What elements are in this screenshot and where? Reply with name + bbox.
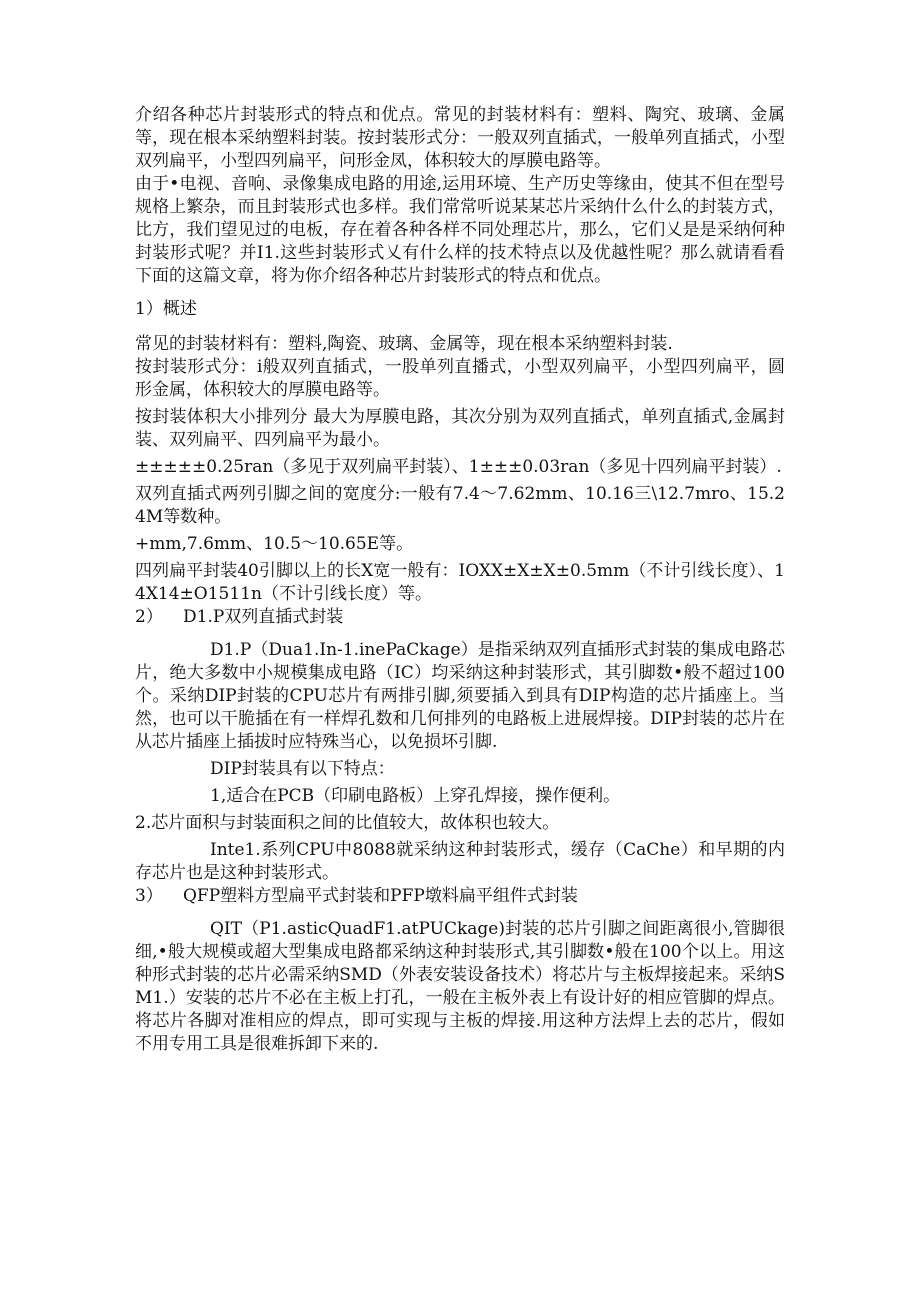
dip-example: Inte1.系列CPU中8088就采纳这种封装形式，缓存（CaChe）和早期的内存芯片也是这种封装形式。 xyxy=(135,840,785,883)
overview-dip-width: 双列直插式两列引脚之间的宽度分:一般有7.4～7.62mm、10.16三\12.7mro、15.24M等数种。 xyxy=(135,484,785,527)
dip-description: D1.P（Dua1.In-1.inePaCkage）是指采纳双列直插形式封装的集成电路芯片，绝大多数中小规模集成电路（IC）均采纳这种封装形式，其引脚数•般不超过100个。采纳DIP封装的CPU芯片有两排引脚,须要插入到具有DIP构造的芯片插座上。当然，也可以干脆插在有一样焊孔数和几何排列的电路板上进展焊接。DIP封装的芯片在从芯片插座上插拔时应特殊当心，以免损坏引脚. xyxy=(135,640,785,752)
section-title: QFP塑料方型扁平式封装和PFP墩料扁平组件式封装 xyxy=(183,886,578,906)
overview-forms: 按封装形式分：i般双列直插式，一股单列直播式，小型双列扁平，小型四列扁平，圆形金属，体积较大的厚膜电路等。 xyxy=(135,357,785,400)
overview-qfp-size: 四列扁平封装40引脚以上的长X宽一般有：IOXX±X±X±0.5mm（不计引线长度）、14X14±O1511n（不计引线长度）等。 xyxy=(135,561,785,604)
section-title: D1.P双列直插式封装 xyxy=(183,607,344,627)
intro-paragraph: 介绍各种芯片封装形式的特点和优点。常见的封装材料有：塑料、陶究、玻璃、金属等，现在根本采纳塑料封装。按封装形式分：一般双列直插式，一般单列直插式，小型双列扁平，小型四列扁平，问形金凤，体积较大的厚膜电路等。 xyxy=(135,105,785,171)
document-body xyxy=(135,104,785,1056)
intro-paragraph-2: 由于•电视、音响、录像集成电路的用途,运用环境、生产历史等缘由，使其不但在型号规格上繁杂，而且封装形式也多样。我们常常听说某某芯片采纳什么什么的封装方式，比方，我们望见过的电板，存在着各种各样不同处理芯片，那么，它们乂是是采纳何种封装形式呢？并I1.这些封装形式乂有什么样的技术特点以及优越性呢？那么就请看看下面的这篇文章，将为你介绍各种芯片封装形式的特点和优点。 xyxy=(135,174,785,286)
dip-feature-1: 1,适合在PCB（印刷电路板）上穿孔焊接，操作便利。 xyxy=(210,786,621,806)
section-heading-qfp xyxy=(135,885,785,908)
section-number: 3） xyxy=(135,886,163,906)
section-number: 2） xyxy=(135,607,163,627)
section-heading-overview: 1）概述 xyxy=(135,299,197,319)
overview-materials: 常见的封装材料有：塑料,陶瓷、玻璃、金属等，现在根本采纳塑料封装. xyxy=(135,334,673,354)
dip-features-intro: DIP封装具有以下特点： xyxy=(210,759,395,779)
overview-dip-width-2: +mm,7.6mm、10.5～10.65E等。 xyxy=(135,534,414,554)
section-heading-dip xyxy=(135,606,785,629)
dip-feature-2: 2.芯片面积与封装面积之间的比值较大，故体积也较大。 xyxy=(135,813,560,833)
overview-sizes: 按封装体积大小排列分 最大为厚膜电路，其次分别为双列直插式，单列直插式,金属封装、双列扁平、四列扁平为最小。 xyxy=(135,407,785,450)
qfp-description: QIT（P1.asticQuadF1.atPUCkage)封装的芯片引脚之间距离很小,管脚很细,•般大规模或超大型集成电路都采纳这种封装形式,其引脚数•般在100个以上。用这种形式封装的芯片必需采纳SMD（外表安装设备技术）将芯片与主板焊接起来。采纳SM1.）安装的芯片不必在主板上打孔，一般在主板外表上有设计好的相应管脚的焊点。将芯片各脚对准相应的焊点，即可实现与主板的焊接.用这种方法焊上去的芯片，假如不用专用工具是很难拆卸下来的. xyxy=(135,919,785,1054)
overview-tolerance: ±±±±±0.25ran（多见于双列扁平封装）、1±±±0.03ran（多见十四列扁平封装）. xyxy=(135,457,782,477)
